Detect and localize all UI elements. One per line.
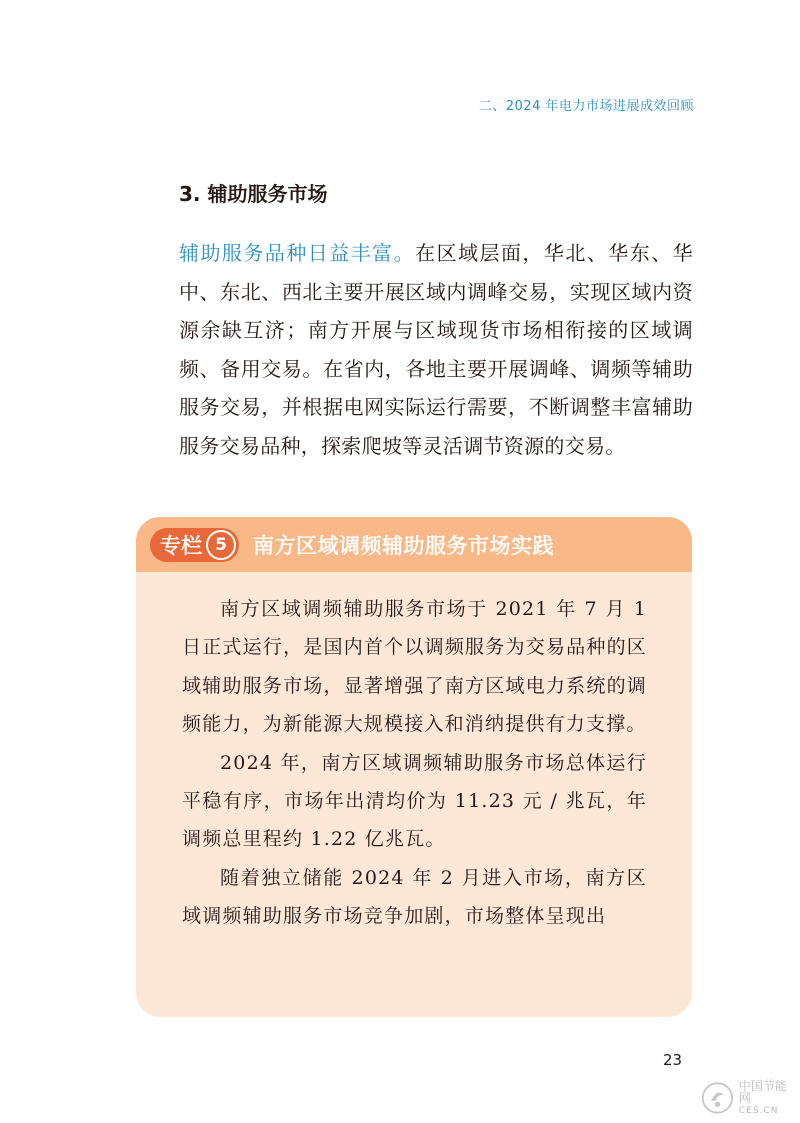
watermark-text-cn: 中国节能网 — [738, 1079, 787, 1105]
sidebar-paragraph: 南方区域调频辅助服务市场于 2021 年 7 月 1 日正式运行，是国内首个以调频服务为交易品种的区域辅助服务市场，显著增强了南方区域电力系统的调频能力，为新能源大规模接入和消纳提供有力支撑。 — [182, 598, 647, 736]
section-title: 3. 辅助服务市场 — [179, 182, 328, 206]
watermark — [700, 1078, 794, 1118]
sidebar-paragraph: 2024 年，南方区域调频辅助服务市场总体运行平稳有序，市场年出清均价为 11.23 元 / 兆瓦，年调频总里程约 1.22 亿兆瓦。 — [182, 751, 647, 851]
sidebar-header — [136, 517, 692, 572]
watermark-text-en: CES.CN — [738, 1106, 779, 1116]
paragraph-text: 在区域层面，华北、华东、华中、东北、西北主要开展区域内调峰交易，实现区域内资源余缺互济；南方开展与区域现货市场相衔接的区域调频、备用交易。在省内，各地主要开展调峰、调频等辅助服务交易，并根据电网实际运行需要，不断调整丰富辅助服务交易品种，探索爬坡等灵活调节资源的交易。 — [179, 241, 693, 458]
sidebar-title: 南方区域调频辅助服务市场实践 — [253, 533, 554, 558]
page-number: 23 — [663, 1051, 683, 1069]
sidebar-tag-label: 专栏 — [160, 533, 202, 558]
paragraph-lead: 辅助服务品种日益丰富。 — [179, 241, 416, 265]
body-paragraph — [179, 234, 693, 466]
sidebar-tag — [150, 528, 239, 562]
watermark-text — [739, 1080, 794, 1116]
sidebar-tag-number: 5 — [206, 530, 236, 560]
sidebar-box — [136, 517, 692, 1017]
running-head: 二、2024 年电力市场进展成效回顾 — [478, 99, 694, 114]
sidebar-body — [182, 590, 647, 936]
watermark-logo-icon — [700, 1079, 735, 1117]
sidebar-paragraph: 随着独立储能 2024 年 2 月进入市场，南方区域调频辅助服务市场竞争加剧，市场整体呈现出 — [182, 866, 647, 928]
